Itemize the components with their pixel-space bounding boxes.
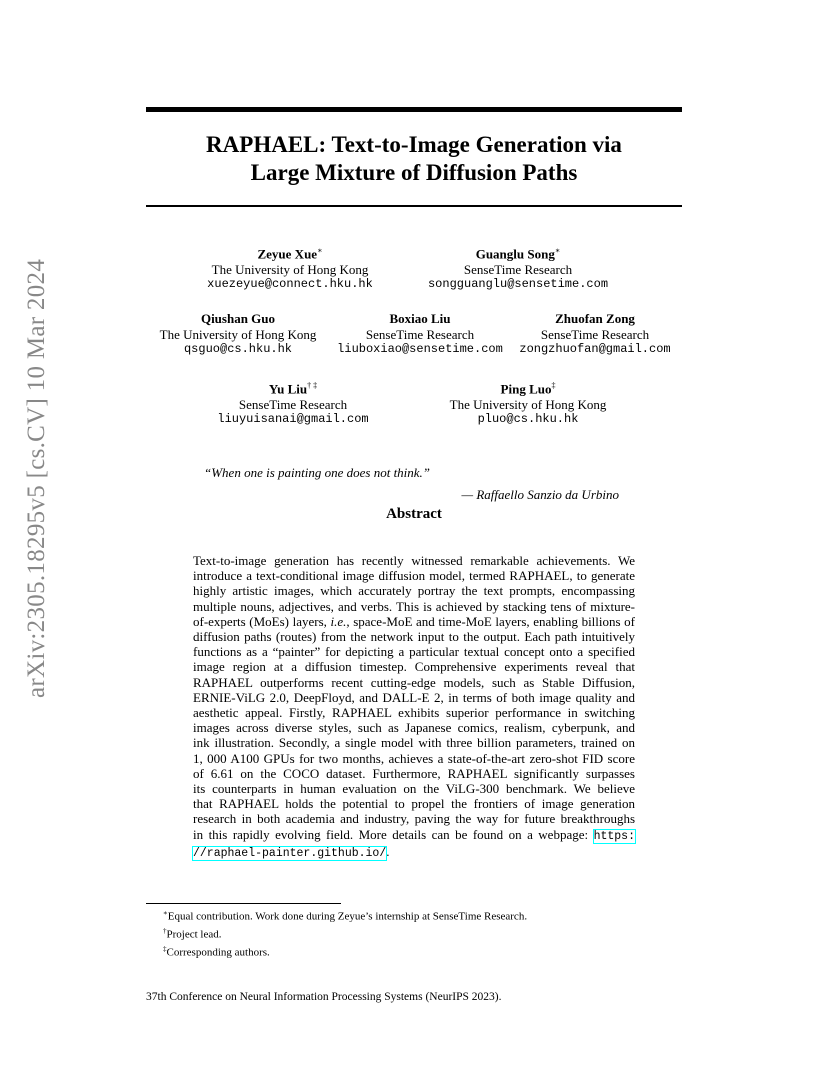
title-rule (146, 205, 682, 207)
footnote-rule (146, 903, 341, 904)
author-name: Zeyue Xue∗ (257, 246, 323, 262)
paper-title (146, 131, 682, 187)
author-block (198, 378, 388, 428)
abstract-line: functions as a “painter” for depicting a particular textual concept onto a specified (193, 644, 635, 660)
abstract-line-text: in this rapidly evolving field. More details can be found on a webpage: (193, 826, 589, 842)
title-line: RAPHAEL: Text-to-Image Generation via (206, 132, 622, 157)
author-name: Zhuofan Zong (555, 311, 635, 326)
webpage-link[interactable]: https: (593, 829, 635, 843)
author-email[interactable]: xuezeyue@connect.hku.hk (207, 277, 373, 292)
abstract-line: images across diverse styles, such as Japanese comics, realism, cyberpunk, and (193, 720, 635, 736)
abstract-line: ink illustration. Secondly, a single model with three billion parameters, trained on (193, 735, 635, 751)
author-affiliation: SenseTime Research (540, 326, 650, 342)
author-affiliation: SenseTime Research (238, 396, 348, 412)
title-line: Large Mixture of Diffusion Paths (250, 160, 578, 185)
author-affiliation: SenseTime Research (463, 261, 573, 277)
author-affiliation: The University of Hong Kong (211, 261, 369, 277)
abstract-line: research in both academia and industry, paving the way for future breakthroughs (193, 811, 635, 827)
author-affiliation: SenseTime Research (365, 326, 475, 342)
abstract-line (193, 827, 635, 844)
abstract-line: Text-to-image generation has recently witnessed remarkable achievements. We (193, 553, 635, 568)
author-email[interactable]: liuboxiao@sensetime.com (337, 342, 503, 356)
author-block (190, 243, 390, 293)
abstract-line: RAPHAEL outperforms recent cutting-edge models, such as Stable Diffusion, (193, 674, 635, 690)
author-email[interactable]: pluo@cs.hku.hk (477, 412, 579, 427)
author-block (430, 378, 626, 428)
author-email[interactable]: songguanglu@sensetime.com (427, 277, 609, 292)
author-name: Qiushan Guo (200, 311, 276, 326)
author-name: Yu Liu† ‡ (268, 381, 318, 397)
author-email[interactable]: liuyuisanai@gmail.com (217, 412, 369, 427)
epigraph-attribution: — Raffaello Sanzio da Urbino (461, 487, 619, 502)
author-block (514, 311, 676, 358)
arxiv-identifier: arXiv:2305.18295v5 [cs.CV] 10 Mar 2024 (23, 258, 50, 698)
author-block (332, 311, 508, 358)
abstract-line: ERNIE-ViLG 2.0, DeepFloyd, and DALL-E 2, in terms of both image quality and (193, 689, 635, 705)
author-name: Boxiao Liu (389, 311, 451, 326)
abstract-line: introduce a text-conditional image diffusion model, termed RAPHAEL, to generate (193, 568, 635, 584)
link-trailing-period: . (386, 843, 390, 859)
epigraph-quote: “When one is painting one does not think.” (204, 465, 431, 480)
abstract-line: of 6.61 on the COCO dataset. Furthermore, RAPHAEL significantly surpasses (193, 765, 635, 781)
webpage-link[interactable]: //raphael-painter.github.io/ (193, 846, 387, 860)
author-name: Ping Luo‡ (500, 381, 556, 397)
footnote: ‡Corresponding authors. (163, 945, 270, 959)
abstract-line: aesthetic appeal. Firstly, RAPHAEL exhibits superior performance in switching (193, 705, 635, 721)
abstract-line (193, 844, 635, 861)
abstract-line: that RAPHAEL holds the potential to propel the frontiers of image generation (193, 796, 635, 812)
author-name: Guanglu Song∗ (475, 246, 561, 262)
author-affiliation: The University of Hong Kong (449, 396, 607, 412)
abstract-line: of-experts (MoEs) layers, i.e., space-MoE and time-MoE layers, enabling billions of (193, 613, 635, 629)
footnotes (163, 906, 527, 960)
venue-note: 37th Conference on Neural Information Processing Systems (NeurIPS 2023). (146, 991, 502, 1003)
author-email[interactable]: qsguo@cs.hku.hk (183, 342, 293, 356)
top-rule (146, 107, 682, 112)
abstract-line: highly artistic images, which accurately portray the text prompts, encompassing (193, 583, 635, 599)
author-email[interactable]: zongzhuofan@gmail.com (519, 342, 671, 356)
author-block (406, 243, 630, 293)
author-affiliation: The University of Hong Kong (159, 326, 317, 342)
abstract-line: 1, 000 A100 GPUs for two months, achieves a state-of-the-art zero-shot FID score (193, 750, 635, 766)
abstract-line: diffusion paths (routes) from the network input to the output. Each path intuitively (193, 629, 635, 645)
abstract-heading: Abstract (386, 506, 442, 522)
footnote: †Project lead. (163, 927, 222, 941)
footnote: ∗Equal contribution. Work done during Zeyue’s internship at SenseTime Research. (163, 909, 528, 923)
abstract-line: multiple nouns, adjectives, and verbs. This is achieved by stacking tens of mixture- (193, 598, 635, 614)
abstract-line: image region at a diffusion timestep. Comprehensive experiments reveal that (193, 659, 635, 675)
author-block (150, 311, 326, 358)
abstract-line: its counterparts in human evaluation on the ViLG-300 benchmark. We believe (193, 781, 635, 797)
abstract-body (193, 553, 635, 861)
